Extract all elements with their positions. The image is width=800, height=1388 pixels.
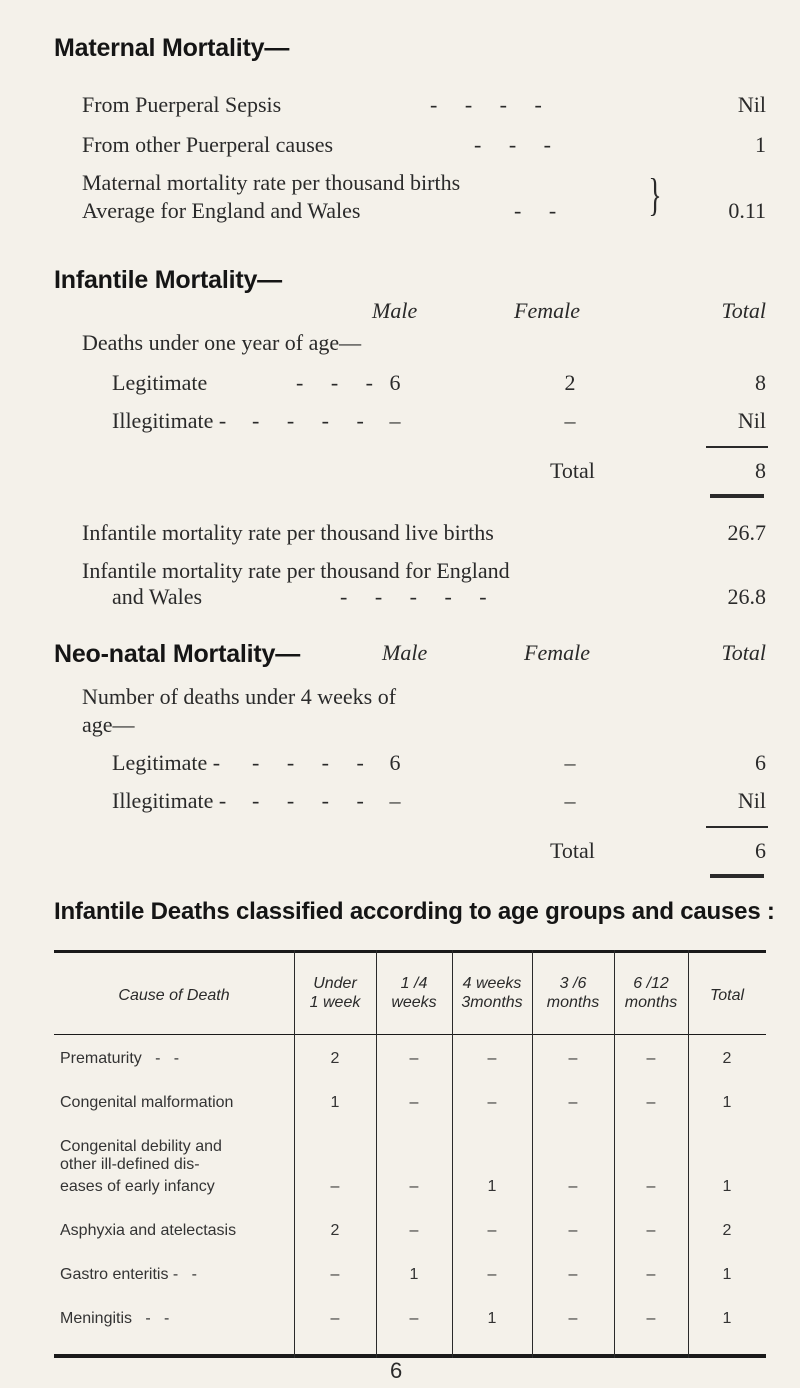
table-cell: – [487,1094,497,1111]
neonatal-col-male: Male [382,640,428,665]
infantile-illegit-total: Nil [737,408,766,433]
table-cell: – [487,1222,497,1239]
header-4-weeks-3-months [452,974,532,1012]
header-text: Under [313,975,357,992]
brace-icon: } [648,169,662,220]
infantile-rate-value: 26.7 [727,520,766,545]
table-cell: – [646,1310,656,1327]
infantile-legit-label: Legitimate [112,370,208,395]
row-cause: Congenital debility and [60,1138,222,1155]
row-cause: Meningitis - - [60,1310,170,1327]
maternal-average-label: Average for England and Wales [82,198,361,223]
header-cause-text: Cause of Death [118,987,230,1004]
header-text: months [624,994,678,1011]
puerperal-sepsis-label: From Puerperal Sepsis [82,92,282,117]
neonatal-legit-label: Legitimate - [112,750,221,775]
infantile-ew-label: Infantile mortality rate per thousand for England [82,558,510,583]
neonatal-mortality-heading: Neo-natal Mortality— [54,640,301,668]
infantile-ew-value: 26.8 [727,584,766,609]
total-rule [710,874,764,878]
header-text: weeks [391,994,437,1011]
header-total [688,986,766,1005]
row-cause: Asphyxia and atelectasis [60,1222,237,1239]
table-cell: 1 [722,1094,732,1111]
header-text: 4 weeks [462,975,522,992]
table-cell: – [409,1094,419,1111]
dot-leader: - - - - [252,750,364,775]
table-cell: – [646,1094,656,1111]
neonatal-illegit-label: Illegitimate - [112,788,227,813]
row-cause: Prematurity - - [60,1050,180,1067]
header-cause [54,986,294,1005]
neonatal-deaths-label-2: age— [82,712,135,737]
table-top-rule [54,950,766,953]
table-cell: – [330,1266,340,1283]
row-cause: eases of early infancy [60,1178,215,1195]
neonatal-legit-male: 6 [389,750,401,775]
neonatal-legit-female: – [564,750,576,775]
subtotal-rule [706,826,768,828]
neonatal-total-value: 6 [755,838,766,863]
table-cell: – [330,1310,340,1327]
page-number: 6 [390,1358,403,1383]
header-text: Total [709,987,745,1004]
table-cell: – [568,1222,578,1239]
table-cell: 1 [722,1178,732,1195]
table-cell: – [568,1310,578,1327]
header-text: 1 week [309,994,361,1011]
header-text: months [546,994,600,1011]
infantile-col-male: Male [372,298,418,323]
table-cell: – [646,1178,656,1195]
deaths-table [54,950,766,1358]
table-cell: 1 [409,1266,419,1283]
dot-leader: - - - - [252,408,364,433]
table-cell: – [409,1178,419,1195]
infantile-col-female: Female [514,298,580,323]
neonatal-illegit-male: – [389,788,401,813]
table-cell: – [568,1094,578,1111]
table-cell: – [646,1050,656,1067]
table-cell: 1 [487,1178,497,1195]
neonatal-legit-total: 6 [755,750,766,775]
table-cell: 1 [722,1310,732,1327]
table-cell: – [409,1310,419,1327]
table-cell: – [646,1266,656,1283]
table-cell: 2 [722,1222,732,1239]
row-cause: Congenital malformation [60,1094,234,1111]
maternal-rate-value: 0.11 [728,198,766,223]
infantile-total-value: 8 [755,458,766,483]
table-cell: – [409,1222,419,1239]
infantile-legit-total: 8 [755,370,766,395]
infantile-illegit-label: Illegitimate - [112,408,227,433]
row-cause: other ill-defined dis- [60,1156,200,1173]
table-cell: 2 [330,1050,340,1067]
neonatal-col-female: Female [524,640,590,665]
neonatal-col-total: Total [721,640,766,665]
infantile-col-total: Total [721,298,766,323]
dot-leader: - - - - - [340,584,487,609]
maternal-rate-label: Maternal mortality rate per thousand births [82,170,461,195]
table-cell: 2 [722,1050,732,1067]
header-text: 1 /4 [400,975,428,992]
header-6-12-months [614,974,688,1012]
dot-leader: - - - - [252,788,364,813]
infantile-illegit-female: – [564,408,576,433]
infantile-illegit-male: – [389,408,401,433]
dot-leader: - - [514,198,557,223]
table-cell: – [646,1222,656,1239]
table-bottom-rule [54,1354,766,1358]
header-text: 3months [461,994,523,1011]
dot-leader: - - - [296,370,373,395]
neonatal-illegit-female: – [564,788,576,813]
table-cell: – [409,1050,419,1067]
table-cell: 1 [330,1094,340,1111]
table-cell: – [568,1178,578,1195]
infantile-legit-male: 6 [389,370,401,395]
table-cell: – [330,1178,340,1195]
row-cause: Gastro enteritis - - [60,1266,197,1283]
table-cell: – [487,1050,497,1067]
neonatal-deaths-label: Number of deaths under 4 weeks of [82,684,397,709]
dot-leader: - - - - [430,92,542,117]
header-text: 3 /6 [559,975,587,992]
deaths-table-heading: Infantile Deaths classified according to age groups and causes : [54,898,775,925]
puerperal-sepsis-value: Nil [737,92,766,117]
header-text: 6 /12 [633,975,669,992]
header-1-4-weeks [376,974,452,1012]
infantile-deaths-label: Deaths under one year of age— [82,330,362,355]
dot-leader: - - - [474,132,551,157]
header-under-1-week [294,974,376,1012]
maternal-mortality-heading: Maternal Mortality— [54,34,290,62]
infantile-rate-label: Infantile mortality rate per thousand live births [82,520,494,545]
table-cell: 1 [487,1310,497,1327]
infantile-mortality-heading: Infantile Mortality— [54,266,282,294]
neonatal-total-label: Total [550,838,595,863]
other-puerperal-label: From other Puerperal causes [82,132,334,157]
neonatal-illegit-total: Nil [737,788,766,813]
table-cell: 1 [722,1266,732,1283]
table-cell: – [568,1050,578,1067]
table-cell: – [487,1266,497,1283]
table-cell: – [568,1266,578,1283]
column-divider [688,950,689,1358]
infantile-legit-female: 2 [564,370,576,395]
table-header-rule [54,1034,766,1035]
other-puerperal-value: 1 [755,132,766,157]
subtotal-rule [706,446,768,448]
infantile-ew-label-2: and Wales [112,584,203,609]
table-cell: 2 [330,1222,340,1239]
header-3-6-months [532,974,614,1012]
infantile-total-label: Total [550,458,595,483]
total-rule [710,494,764,498]
